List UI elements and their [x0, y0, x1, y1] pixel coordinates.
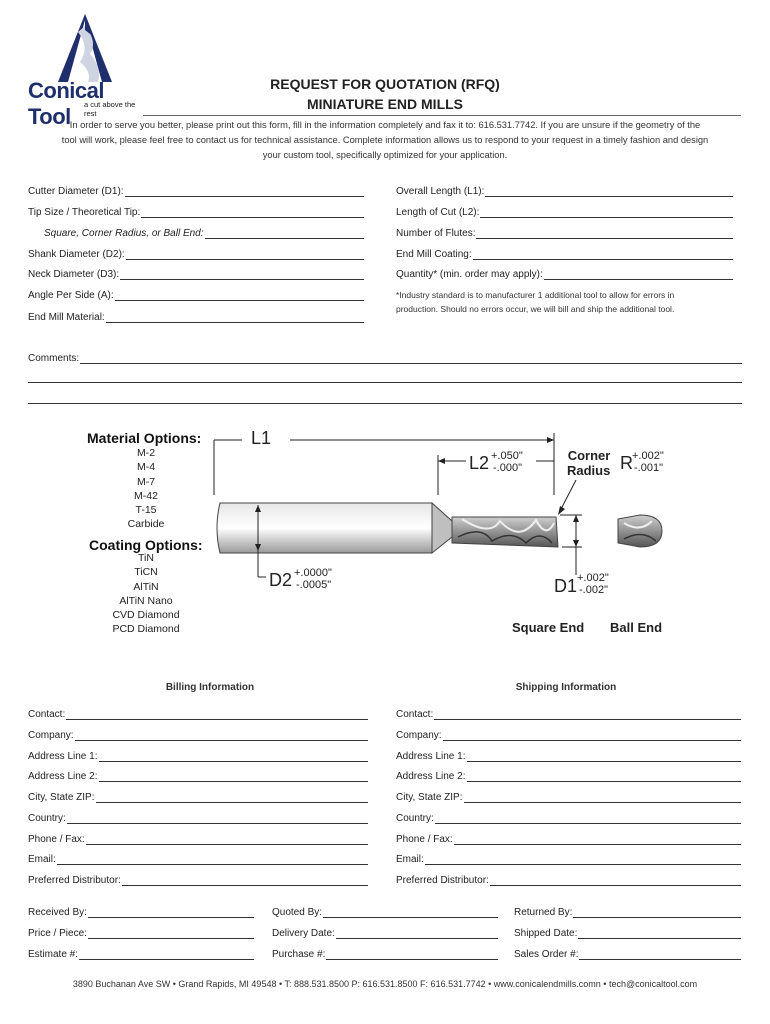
intro-line-3: your custom tool, specifically optimized for your application.: [262, 150, 508, 160]
purchase-number-field[interactable]: [272, 947, 498, 960]
field-label: Address Line 1:: [28, 751, 98, 762]
input-line[interactable]: [96, 792, 369, 803]
input-line[interactable]: [443, 730, 741, 741]
field-label: City, State ZIP:: [396, 792, 463, 803]
field-label: Country:: [396, 813, 434, 824]
billing-city-field[interactable]: [28, 790, 368, 803]
field-label: Company:: [396, 730, 442, 741]
field-label: Phone / Fax:: [28, 834, 85, 845]
neck-diameter-field[interactable]: [28, 267, 364, 280]
l1-label: L1: [251, 428, 272, 448]
overall-length-field[interactable]: [396, 184, 733, 197]
field-label: Preferred Distributor:: [28, 875, 121, 886]
logo-name: Conical Tool: [28, 78, 104, 129]
r-tolerance-plus: +.002": [632, 450, 664, 462]
input-line[interactable]: [480, 207, 733, 218]
input-line[interactable]: [106, 312, 364, 323]
field-label: Angle Per Side (A):: [28, 290, 114, 301]
input-line[interactable]: [434, 709, 741, 720]
angle-per-side-field[interactable]: [28, 288, 364, 301]
delivery-date-field[interactable]: [272, 926, 498, 939]
d2-label: D2: [269, 570, 293, 590]
input-line[interactable]: [80, 353, 742, 364]
input-line[interactable]: [467, 751, 742, 762]
shipping-heading: Shipping Information: [515, 682, 617, 693]
input-line[interactable]: [476, 228, 733, 239]
field-label: Country:: [28, 813, 66, 824]
field-label: Number of Flutes:: [396, 228, 476, 239]
page-title: [220, 76, 550, 112]
input-line[interactable]: [141, 207, 364, 218]
input-line[interactable]: [125, 186, 364, 197]
intro-text: [20, 118, 750, 163]
coating-option: TiN: [138, 552, 154, 564]
input-line[interactable]: [88, 907, 254, 918]
square-end-label: Square End: [512, 620, 585, 635]
corner-radius-label: [567, 448, 610, 478]
input-line[interactable]: [57, 854, 368, 865]
shipping-phone-field[interactable]: [396, 832, 741, 845]
r-tolerance-minus: -.001": [634, 462, 663, 474]
field-label: Delivery Date:: [272, 928, 335, 939]
input-line[interactable]: [86, 834, 368, 845]
input-line[interactable]: [99, 771, 369, 782]
material-option: M-2: [136, 447, 156, 459]
input-line[interactable]: [326, 949, 498, 960]
input-line[interactable]: [454, 834, 741, 845]
input-line[interactable]: [67, 813, 368, 824]
field-label: Address Line 1:: [396, 751, 466, 762]
field-label: Shank Diameter (D2):: [28, 249, 125, 260]
field-label: Purchase #:: [272, 949, 326, 960]
field-label: Company:: [28, 730, 74, 741]
length-of-cut-field[interactable]: [396, 205, 733, 218]
shipped-date-field[interactable]: [514, 926, 741, 939]
billing-address-2-field[interactable]: [28, 769, 368, 782]
comments-field[interactable]: [28, 351, 742, 364]
title-divider: [143, 115, 741, 116]
received-by-field[interactable]: [28, 905, 254, 918]
input-line[interactable]: [99, 751, 369, 762]
shipping-distributor-field[interactable]: [396, 873, 741, 886]
coating-option: AlTiN: [133, 580, 159, 593]
intro-line-2: tool will work, please feel free to contact us for technical assistance. Complete information allows us to respond to your request in a timely fashion and design: [61, 135, 709, 145]
coating-options-heading: Coating Options:: [89, 537, 203, 553]
corner-label: Corner: [567, 448, 611, 463]
field-label: Address Line 2:: [396, 771, 466, 782]
title-line-2: MINIATURE END MILLS: [306, 96, 464, 112]
shipping-country-field[interactable]: [396, 811, 741, 824]
billing-address-1-field[interactable]: [28, 749, 368, 762]
quantity-note-line-2: production. Should no errors occur, we will bill and ship the additional tool.: [396, 304, 675, 314]
end-type-field[interactable]: [44, 226, 364, 239]
input-line[interactable]: [122, 875, 368, 886]
field-label: Email:: [28, 854, 56, 865]
input-line[interactable]: [464, 792, 742, 803]
price-per-piece-field[interactable]: [28, 926, 254, 939]
quoted-by-field[interactable]: [272, 905, 498, 918]
number-of-flutes-field[interactable]: [396, 226, 733, 239]
field-label: End Mill Material:: [28, 312, 105, 323]
l2-tolerance-minus: -.000": [493, 462, 522, 474]
input-line[interactable]: [66, 709, 368, 720]
input-line[interactable]: [485, 186, 733, 197]
material-option: Carbide: [127, 518, 165, 531]
ball-end-label: Ball End: [610, 620, 663, 635]
field-label: Returned By:: [514, 907, 573, 918]
l2-tolerance-plus: +.050": [491, 450, 523, 462]
billing-country-field[interactable]: [28, 811, 368, 824]
tip-size-field[interactable]: [28, 205, 364, 218]
shipping-address-2-field[interactable]: [396, 769, 741, 782]
input-line[interactable]: [579, 949, 741, 960]
input-line[interactable]: [75, 730, 368, 741]
input-line[interactable]: [435, 813, 741, 824]
billing-distributor-field[interactable]: [28, 873, 368, 886]
end-mill-coating-field[interactable]: [396, 247, 733, 260]
field-label: Email:: [396, 854, 424, 865]
r-label: R: [620, 453, 633, 473]
returned-by-field[interactable]: [514, 905, 741, 918]
input-line[interactable]: [473, 249, 733, 260]
intro-line-1: In order to serve you better, please print out this form, fill in the information completely and fax it to: 616.531.7742. If you are unsure if the geometry of the: [69, 120, 701, 130]
field-label: Cutter Diameter (D1):: [28, 186, 124, 197]
field-label: Contact:: [396, 709, 434, 720]
input-line[interactable]: [120, 269, 364, 280]
field-label: Comments:: [28, 353, 80, 364]
field-label: Preferred Distributor:: [396, 875, 489, 886]
coating-options-list: [101, 551, 191, 637]
input-line[interactable]: [79, 949, 254, 960]
billing-contact-field[interactable]: [28, 707, 368, 720]
d1-tolerance-plus: +.002": [577, 572, 609, 584]
input-line[interactable]: [573, 907, 741, 918]
title-line-1: REQUEST FOR QUOTATION (RFQ): [270, 76, 500, 92]
coating-option: PCD Diamond: [112, 623, 180, 636]
billing-company-field[interactable]: [28, 728, 368, 741]
input-line[interactable]: [578, 928, 741, 939]
coating-option: CVD Diamond: [112, 609, 180, 622]
shank-diameter-field[interactable]: [28, 247, 364, 260]
d2-tolerance-minus: -.0005": [296, 579, 332, 591]
field-label: Square, Corner Radius, or Ball End:: [44, 228, 204, 239]
field-label: City, State ZIP:: [28, 792, 95, 803]
input-line[interactable]: [425, 854, 741, 865]
shipping-email-field[interactable]: [396, 852, 741, 865]
d1-label: D1: [554, 576, 578, 596]
billing-heading: Billing Information: [165, 682, 255, 693]
shipping-city-field[interactable]: [396, 790, 741, 803]
field-label: Estimate #:: [28, 949, 79, 960]
logo: [28, 12, 143, 129]
field-label: Tip Size / Theoretical Tip:: [28, 207, 141, 218]
material-option: M-4: [136, 461, 156, 474]
material-option: T-15: [135, 504, 157, 517]
input-line[interactable]: [467, 771, 742, 782]
shipping-company-field[interactable]: [396, 728, 741, 741]
end-mill-material-field[interactable]: [28, 310, 364, 323]
coating-option: TiCN: [134, 566, 158, 579]
field-label: Quantity* (min. order may apply):: [396, 269, 543, 280]
quantity-field[interactable]: [396, 267, 733, 280]
field-label: Neck Diameter (D3):: [28, 269, 120, 280]
radius-label: Radius: [567, 463, 611, 478]
input-line[interactable]: [126, 249, 364, 260]
sales-order-field[interactable]: [514, 947, 741, 960]
input-line[interactable]: [490, 875, 741, 886]
logo-mark: [28, 12, 143, 84]
input-line[interactable]: [544, 269, 733, 280]
field-label: End Mill Coating:: [396, 249, 472, 260]
field-label: Overall Length (L1):: [396, 186, 485, 197]
footer-contact: 3890 Buchanan Ave SW • Grand Rapids, MI 49548 • T: 888.531.8500 P: 616.531.8500 F: 616.531.7742 • www.conicalendmills.comn • tech@conicaltool.com: [72, 979, 698, 989]
field-label: Price / Piece:: [28, 928, 87, 939]
input-line[interactable]: [88, 928, 254, 939]
l2-label: L2: [469, 453, 490, 473]
billing-phone-field[interactable]: [28, 832, 368, 845]
shipping-address-1-field[interactable]: [396, 749, 741, 762]
field-label: Sales Order #:: [514, 949, 579, 960]
field-label: Shipped Date:: [514, 928, 578, 939]
field-label: Length of Cut (L2):: [396, 207, 480, 218]
comments-line-3[interactable]: [28, 403, 742, 404]
field-label: Received By:: [28, 907, 87, 918]
field-label: Phone / Fax:: [396, 834, 453, 845]
field-label: Contact:: [28, 709, 66, 720]
coating-option: AlTiN Nano: [119, 594, 173, 607]
cutter-diameter-field[interactable]: [28, 184, 364, 197]
field-label: Quoted By:: [272, 907, 323, 918]
logo-tagline: a cut above the rest: [84, 100, 136, 118]
field-label: Address Line 2:: [28, 771, 98, 782]
material-options-list: [116, 446, 176, 532]
d1-tolerance-minus: -.002": [579, 584, 608, 596]
input-line[interactable]: [323, 907, 498, 918]
estimate-number-field[interactable]: [28, 947, 254, 960]
material-options-heading: Material Options:: [87, 430, 202, 446]
material-option: M-42: [134, 489, 158, 502]
quantity-note: [396, 288, 741, 316]
d2-tolerance-plus: +.0000": [294, 567, 332, 579]
comments-line-2[interactable]: [28, 382, 742, 383]
quantity-note-line-1: *Industry standard is to manufacturer 1 additional tool to allow for errors in: [396, 290, 675, 300]
input-line[interactable]: [336, 928, 498, 939]
billing-email-field[interactable]: [28, 852, 368, 865]
input-line[interactable]: [115, 290, 364, 301]
shipping-contact-field[interactable]: [396, 707, 741, 720]
input-line[interactable]: [205, 228, 364, 239]
material-option: M-7: [136, 475, 156, 488]
